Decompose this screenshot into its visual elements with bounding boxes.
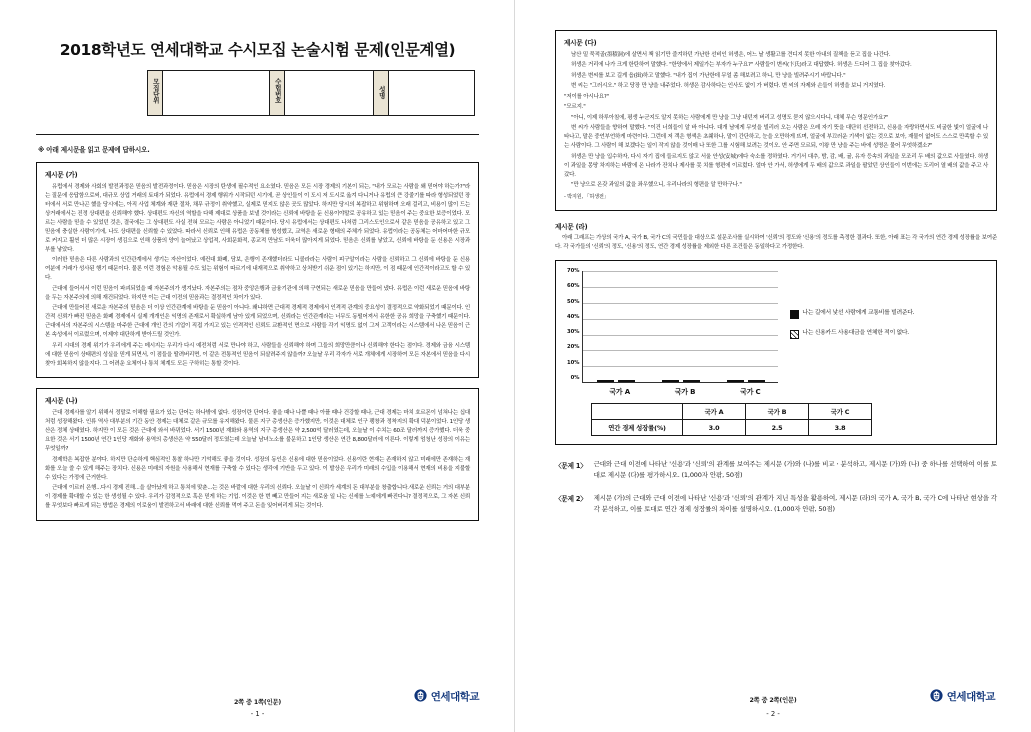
questions-section bbox=[555, 459, 997, 515]
table-cell-growth-b: 2.5 bbox=[746, 420, 809, 436]
university-brand bbox=[930, 687, 995, 706]
passage-da-source: - 박지원, 「허생전」 bbox=[564, 194, 609, 201]
question-2-text: 제시문 (가)의 근대와 근대 이전에 나타난 '신용'과 '신뢰'의 관계가 지닌 특성을 활용하여, 제시문 (라)의 국가 A, 국가 B, 국가 C에 나타난 현상을 각각 분석하고, 이를 토대로 연간 경제 성장률의 차이를 설명하시오. (1,000자 안팎, 50점) bbox=[593, 493, 997, 513]
field-input-exam-number[interactable] bbox=[285, 71, 374, 116]
passage-da-paragraph: "저이를 아시나요?" bbox=[564, 93, 609, 100]
legend-label-credit: 나는 신용카드 사용대금을 연체한 적이 없다. bbox=[802, 330, 909, 337]
passage-ga-paragraph: 우리 시대의 경제 위기가 우리에게 주는 메시지는 우리가 다시 예전처럼 서로 만나야 하고, 사람들을 신뢰해야 하며 그들의 희망만큼이나 신뢰해야 한다는 점이다. 경제와 금융 시스템에 대한 믿음이 상태편의 성실을 믿게 되면서, 이 점들을 딸려버리면, 이 같은 전통적인 믿음이 되살려주지 않을까? 오늘날 우리 각자가 서로 개체에게 시장하여 모든 자본에서 믿음을 다시 찾아 회복하지 않을지다. 그 어려운 요체이나 통치 체계도 모든 구하히는 통할 것이다. bbox=[45, 342, 470, 367]
page-1-footer-note: 2쪽 중 1쪽(인문) bbox=[233, 699, 282, 706]
chart-plot-area bbox=[582, 271, 778, 383]
passage-ga-paragraph: 근대에 들어서서 이런 믿음이 파괴되었을 때 자본주의가 생겨났다. 자본주의는 점차 중앙은행과 금융기관에 의해 구현되는 새로운 믿음을 만들어 냈다. 유럽은 이런 새로운 믿음에 바탕을 두는 자본주의에 의해 재건되었다. 하지만 이는 근대 이전의 믿음과는 결정적인 차이가 있다. bbox=[45, 285, 470, 301]
passage-da bbox=[555, 30, 997, 211]
page-2-footer bbox=[515, 687, 1031, 718]
table-row bbox=[148, 71, 475, 116]
passage-ga-paragraph: 유럽에서 경제와 사회의 발전과정은 믿음의 발전과정이다. 믿음은 시장의 탄생에 필수적인 요소였다. 믿음은 모든 시장 경제의 기본이 되는, "내가 모르는 사람을 왜 믿어야 하는가?"라는 질문에 응답함으로써, 대규모 상업 거래의 토대가 되었다. 유럽에서 경제 행위가 시작되던 시기에, 곧 상인들이 이 도시 저 도시로 옮겨 다니거나 유럽의 큰 강줄기를 따라 형성되었던 장터에서 서로 만나곤 했을 당시에는, 아직 사업 체계와 재판 절차, 채무 규정이 취약했고, 실제로 믿지도 않은 곳도 많았다. 하지만 당시의 복잡하고 위험하며 오래 걸리고, 비용이 많이 드는 상거래에서는 진정 상대편을 신뢰해야 했다. 상대편도 자신의 역할을 다해 제대로 상품을 보낼 것이라는 신뢰에 바탕을 둔 신용이야말로 공유하고 있는 믿음이 주는 중요한 보증이었다. 모르는 사람을 믿을 수 있었던 것은, 결국에는 그 상대편도 사실 전혀 모르는 사람은 아니었기 때문이다. 당시 유럽에서는 상대편도 나처럼 그리스도인으로서 같은 믿음을 공유하고 있고 그 믿음에 충실한 사람이기에, 나도 상대편을 신뢰할 수 있었다. 따라서 신뢰로 인해 유럽은 공동체를 형성했고, 교역은 새로운 형태의 주체가 되었다. 유럽이라는 공동체는 어마어마한 규모로 커지고 훨씬 더 많은 시장이 생김으로 인해 상품의 양이 늘어났고 상업적, 사회문화적, 종교적 만남도 더욱더 많아지게 되었다. 믿음은 신뢰를 낳았고, 신뢰에 바탕을 둔 신용은 시장과 부를 낳았다. bbox=[45, 184, 470, 253]
footer-row bbox=[551, 687, 995, 706]
bar-credit-country-b bbox=[683, 380, 700, 382]
table-row-label-growth: 연간 경제 성장률(%) bbox=[592, 420, 683, 436]
y-tick: 10% bbox=[567, 359, 580, 366]
question-2 bbox=[555, 493, 997, 515]
table-header-country-c: 국가 C bbox=[809, 404, 872, 420]
passage-ga-paragraph: 이러한 믿음은 다른 사람과의 인간관계에서 생기는 자산이었다. 예컨대 화폐, 담보, 은행이 존재했더라도 니콜라라는 사람이 피구알이라는 사람을 신뢰하고 그 신뢰에 바탕을 둔 신용 여분에 거래가 성사된 행기 때문이다. 물론 이런 경험은 악용될 수도 있는 위험이 따르기에 내재적으로 취약하고 상처받기 쉬운 점이 있기는 하지만, 이 점 때문에 인간적이라고도 할 수 있다. bbox=[45, 257, 470, 282]
table-cell-growth-a: 3.0 bbox=[683, 420, 746, 436]
table-corner-cell bbox=[592, 404, 683, 420]
figure-chart-container bbox=[555, 260, 997, 445]
examinee-info-table-wrapper bbox=[36, 70, 479, 116]
passage-ra bbox=[555, 221, 997, 252]
y-tick: 20% bbox=[567, 344, 580, 351]
passage-da-paragraph: "아니, 이제 하루아침에, 평생 누군지도 알지 못하는 사람에게 만 냥을 그냥 내던져 버리고 성명도 묻지 않으시다니, 대체 무슨 영문인가요?" bbox=[571, 114, 889, 121]
legend-item-trust bbox=[790, 309, 914, 319]
bar-chart bbox=[565, 268, 987, 383]
page-title: 2018학년도 연세대학교 수시모집 논술시험 문제(인문계열) bbox=[59, 41, 456, 59]
passage-na-paragraph: 근대에 이르러 은행...다시 경제 진해...을 살아났게 하고 통치에 맞춘...는 것은 바깥에 대한 우리의 신뢰다. 오늘날 이 신뢰가 세계의 돈 대부분을 창출합니다.새로운 신뢰는 거의 대부분이 경제를 확대할 수 있는 한 생성될 수 있다. 우리가 감정적으로 혹은 믿게 하는 기업. 이것은 한 번 빼고 만들어 지는 새로움 일 나는 신세를 노예에게 빠진다니? 결정적으로, 그 자본 신뢰를 무엇보다 빠르게 되는 방법은 경제의 이로움이 발전하고서 바래에 대한 신뢰를 먹여 주고 돈을 잊어버리게 되는 것이다. bbox=[45, 485, 470, 510]
passage-ra-paragraph: 아래 그래프는 가상의 국가 A, 국가 B, 국가 C의 국민들을 대상으로 설문조사를 실시하여 '신뢰'의 정도와 '신용'의 정도를 측정한 결과다. 또한, 아래 표는 각 국가의 연간 경제 성장률을 보여준다. 각 국가들의 '신뢰'의 정도, '신용'의 정도, 연간 경제 성장률을 제외한 다른 조건들은 동일하다고 가정한다. bbox=[555, 235, 997, 251]
page-1 bbox=[0, 0, 515, 732]
legend-swatch-hatch-icon bbox=[790, 330, 799, 339]
chart-plot-wrapper bbox=[567, 268, 778, 383]
question-2-label: 〈문제 2〉 bbox=[555, 495, 587, 504]
passage-da-paragraph: 허생은 거리에 나가 크게 한탄하여 말했다. "한양에서 제일가는 부자가 누구요?" 사람들이 변씨(卞氏)라고 대답했다. 허생은 드디어 그 집을 찾아갔다. bbox=[571, 62, 912, 69]
bar-trust-country-b bbox=[662, 380, 679, 382]
page-2-number: - 2 - bbox=[766, 710, 780, 718]
x-tick-country-c: 국가 C bbox=[740, 388, 761, 397]
yonsei-crest-icon bbox=[930, 687, 943, 706]
question-1 bbox=[555, 459, 997, 481]
passage-da-paragraph: "만 냥으로 온갖 과일의 값을 좌우했으니, 우리나라의 형편을 알 만하구나." bbox=[571, 182, 742, 189]
passage-da-paragraph: 변 씨는 "그러시오." 하고 당장 만 냥을 내주었다. 허생은 감사하다는 인사도 없이 가 버렸다. 변 씨의 자제와 손들이 허생을 보니 거지였다. bbox=[571, 83, 886, 90]
instruction-text: ※ 아래 제시문을 읽고 문제에 답하시오. bbox=[38, 146, 150, 154]
field-label-admission-unit: 모집단위 bbox=[148, 71, 163, 116]
header-divider bbox=[36, 134, 479, 135]
passage-na-paragraph: 경제학은 복잡한 분야다. 하지만 단순하게 핵심적인 통찰 하나만 기억해도 좋을 것이다. 성장의 동인은 신용에 대한 믿음이었다. 신용이란 현재는 존재하지 않고 미래에만 존재하는 재화를 오늘 쓸 수 있게 해주는 장치다. 신용은 미래의 자원을 사용해서 현재를 구축할 수 있다는 생각에 기반을 두고 있다. 이 발상은 우리가 미래의 수입을 이용해서 현재의 비용을 지불할 수 있다는 가정에 근거한다. bbox=[45, 456, 470, 481]
bar-credit-country-c bbox=[748, 380, 765, 382]
passage-ga bbox=[36, 162, 479, 378]
bar-group-country-c bbox=[718, 380, 774, 382]
passage-da-paragraph: 허생은 변씨를 보고 길게 읍(揖)하고 말했다. "내가 집이 가난한데 무얼 좀 해보려고 하니, 만 냥을 빌려주시기 바랍니다." bbox=[571, 72, 846, 79]
bar-trust-country-a bbox=[597, 380, 614, 382]
question-1-text: 근대와 근대 이전에 나타난 '신용'과 '신뢰'의 관계를 보여주는 제시문 (가)와 (나)를 비교ㆍ분석하고, 제시문 (가)와 (나) 중 하나를 선택하여 이를 토대로 제시문 (다)를 평가하시오. (1,000자 안팎, 50점) bbox=[593, 460, 997, 480]
chart-bars bbox=[583, 271, 778, 382]
passage-da-paragraph: "모르지." bbox=[564, 104, 586, 111]
y-tick: 40% bbox=[567, 313, 580, 320]
passage-da-paragraph: 남산 밑 묵적골(墨積洞)에 살면서 책 읽기만 즐겨하던 가난한 선비인 허생은, 어느 날 생활고를 견디지 못한 아내의 질책을 듣고 집을 나간다. bbox=[571, 52, 891, 58]
university-name: 연세대학교 bbox=[430, 691, 479, 703]
table-header-country-a: 국가 A bbox=[683, 404, 746, 420]
examinee-info-table bbox=[147, 70, 475, 116]
field-label-exam-number: 수험번호 bbox=[270, 71, 285, 116]
y-tick: 30% bbox=[567, 329, 580, 336]
passage-ga-label: 제시문 (가) bbox=[45, 171, 78, 179]
field-label-name: 성명 bbox=[374, 71, 389, 116]
y-tick: 0% bbox=[570, 374, 580, 381]
y-axis-tick-labels bbox=[567, 268, 580, 383]
bar-group-country-b bbox=[653, 380, 709, 382]
x-tick-country-a: 국가 A bbox=[609, 388, 630, 397]
legend-label-trust: 나는 길에서 낯선 사람에게 교통비를 빌려준다. bbox=[802, 310, 915, 317]
legend-swatch-solid-icon bbox=[790, 310, 799, 319]
page-2-footer-note: 2쪽 중 2쪽(인문) bbox=[749, 697, 797, 704]
field-input-admission-unit[interactable] bbox=[163, 71, 270, 116]
table-row bbox=[592, 420, 872, 436]
y-tick: 60% bbox=[567, 283, 580, 290]
university-brand bbox=[414, 687, 479, 706]
passage-da-label: 제시문 (다) bbox=[564, 39, 597, 47]
passage-na bbox=[36, 388, 479, 520]
growth-rate-table bbox=[591, 403, 872, 436]
y-tick: 70% bbox=[567, 268, 580, 275]
passage-ra-label: 제시문 (라) bbox=[555, 223, 588, 232]
passage-na-paragraph: 근대 경제사를 알기 위해서 정말로 이해할 필요가 있는 단어는 하나밖에 없다. 성장이란 단어다. 좋을 때나 나쁠 때나 아플 때나 건강할 때나, 근대 경제는 마치 호르몬이 넘쳐나는 십대처럼 성장해왔다. 인류 역사 대부분의 기간 동안 경제는 대체로 같은 규모를 유지해왔다. 물론 지구 총생산은 증가했지만, 이것은 대체로 인구 팽창과 정착지의 확대 덕분이었다. 1인당 생산은 정체 상태였다. 하지만 이 모든 것은 근대에 와서 바뀌었다. 서기 1500년 재화와 용역의 지구 총생산은 약 2,500억 달러였는데, 오늘날 이 수치는 60조 달러까지 증가했다. 더욱 중요한 것은 서기 1500년 연간 1인당 재화와 용역의 총생산은 약 550달러 정도였는데 오늘날 남녀노소를 불문하고 1인당 생산은 연간 8,800달러에 이른다. 이렇게 엄청난 성장의 이유는 무엇일까? bbox=[45, 410, 470, 453]
page-1-number: - 1 - bbox=[250, 710, 265, 718]
chart-legend bbox=[790, 271, 914, 349]
question-1-label: 〈문제 1〉 bbox=[555, 461, 587, 470]
legend-item-credit bbox=[790, 329, 914, 339]
x-axis-tick-labels bbox=[587, 387, 783, 397]
footer-row bbox=[36, 687, 479, 706]
bar-group-country-a bbox=[588, 380, 644, 382]
page-1-footer bbox=[0, 687, 515, 718]
table-cell-growth-c: 3.8 bbox=[809, 420, 872, 436]
table-row bbox=[592, 404, 872, 420]
x-tick-country-b: 국가 B bbox=[674, 388, 696, 397]
passage-da-paragraph: 변 씨가 사람들을 향하여 말했다. "이건 너희들이 알 바 아니다. 대개 남에게 무엇을 빌리러 오는 사람은 으레 자기 뜻을 대단히 선전하고, 신용을 자랑하면서도 비굴한 빛이 얼굴에 나타나고, 말은 중언부언하게 마련이다. 그런데 저 객은 형색은 초췌하나, 말이 간단하고, 눈을 오만하게 뜨며, 얼굴에 부끄러운 기색이 없는 것으로 보아, 재물이 없어도 스스로 만족할 수 있는 사람이다. 그 사람이 해 보겠다는 일이 작지 않을 것이매 나 또한 그를 시험해 보려는 것이오. 안 주면 모르되, 이왕 만 냥을 주는 바에 성명은 물어 무엇하겠소?" bbox=[564, 125, 988, 150]
passage-da-paragraph: 허생은 만 냥을 입수하자, 다시 자기 집에 들르지도 않고 서울 안성(安城)에다 숙소를 정하였다. 거기서 대추, 밤, 감, 배, 귤, 유자 등속의 과일을 모조리 두 배의 값으로 사들였다. 허생이 과일을 몽땅 차지하는 바람에 온 나라가 잔치나 제사를 못 치를 형편에 이르렀다. 얼마 안 가서, 허생에게 두 배의 값으로 과일을 팔았던 상인들이 이번에는 도리어 열 배의 값을 주고 사갔다. bbox=[564, 153, 988, 178]
page-2 bbox=[515, 0, 1031, 732]
table-header-country-b: 국가 B bbox=[746, 404, 809, 420]
university-name: 연세대학교 bbox=[946, 691, 995, 703]
passage-na-label: 제시문 (나) bbox=[45, 397, 78, 406]
bar-trust-country-c bbox=[727, 380, 744, 382]
passage-ga-paragraph: 근대에 만들어진 새로운 자본주의 믿음은 더 이상 인간관계에 바탕을 둔 믿음이 아니다. 왜냐하면 근대적 경제적 경제에서 인격적 관계의 중요성이 결정적으로 약화되었기 때문이다. 인간적 신뢰가 빠진 믿음은 화폐 경제에서 실제 개개인은 익명의 존재로서 확실하게 남아 있게 되었으며, 신뢰라는 인간관계라는 너무도 동떨어져서 유한한 공유 희망을 구축했기 때문이다. 근대에서의 자본주의 시스템을 마주한 근대에 개인 간의 기업이 직접 가지고 있는 인격적인 신뢰도 교환적인 면으로 사람들 각기 익명도 없이 그저 고객이라는 시스템에서 나온 믿음이 근본 속성에서 이르렀으며, 이제야 대단하게 받아드릴 것인가. bbox=[45, 305, 470, 339]
y-tick: 50% bbox=[567, 298, 580, 305]
bar-credit-country-a bbox=[618, 380, 635, 382]
field-input-name[interactable] bbox=[389, 71, 475, 116]
yonsei-crest-icon bbox=[414, 687, 427, 706]
